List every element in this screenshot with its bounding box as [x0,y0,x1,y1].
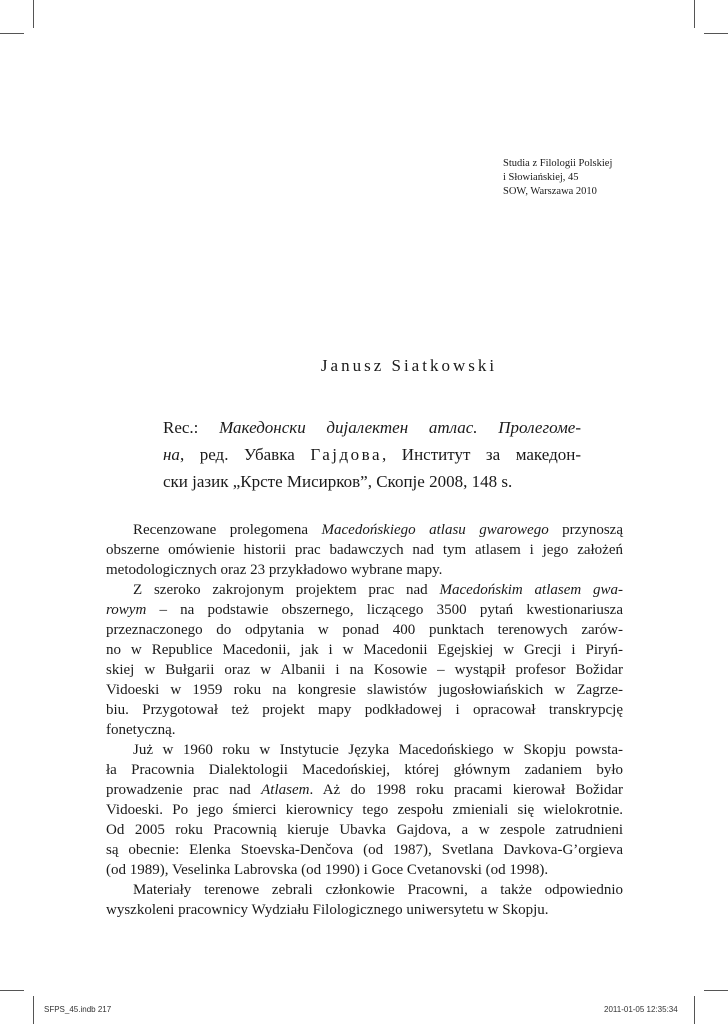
italic-title: Macedońskiego atlasu gwarowego [321,522,549,538]
body-line: obszerne omówienie historii prac badawczych nad tym atlasem i jego założeń [106,542,623,558]
crop-mark-bottom-left [33,996,34,1024]
author-name: Janusz Siatkowski [320,356,498,375]
journal-line: SOW, Warszawa 2010 [503,186,597,197]
book-title: Македонски дијалектен атлас. Пролегоме- [219,418,582,437]
citation-text: , Институт за македон- [381,445,581,464]
crop-mark-bottom-left-h [0,990,24,991]
crop-mark-top-right-h [704,33,728,34]
body-line [106,580,623,600]
journal-info [503,157,612,199]
body-line: metodologicznych oraz 23 przykładowo wybrane mapy. [106,562,443,578]
body-line: są obecnie: Elenka Stoevska-Denčova (od 1987), Svetlana Davkova-G’orgieva [106,842,623,858]
body-line [106,520,623,540]
body-line: skiej w Bułgarii oraz w Albanii i na Kosowie – wystąpił profesor Božidar [106,662,623,678]
italic-title: Atlasem [261,782,310,798]
body-line [106,780,623,800]
body-line: ła Pracownia Dialektologii Macedońskiej, której głównym zadaniem było [106,762,623,778]
crop-mark-bottom-right-h [704,990,728,991]
body-line: Już w 1960 roku w Instytucie Języka Macedońskiego w Skopju powsta- [133,742,623,758]
text: – na podstawie obszernego, liczącego 3500 pytań kwestionariusza [146,602,623,618]
footer-file-info: SFPS_45.indb 217 [44,1005,112,1014]
italic-title: rowym [106,602,147,618]
review-citation [163,414,581,495]
body-line: Vidoeski. Po jego śmierci kierownicy tego zespołu zmieniali się wielokrotnie. [106,802,623,818]
citation-prefix: Rec.: [163,418,220,437]
citation-line [163,441,581,468]
body-line: (od 1989), Veselinka Labrovska (od 1990) i Goce Cvetanovski (od 1998). [106,862,549,878]
crop-mark-top-right [694,0,695,28]
editor-name: Гајдова [310,445,382,464]
citation-text: , ред. Убавка [179,445,311,464]
text: przynoszą [548,522,623,538]
text: Z szeroko zakrojonym projektem prac nad [133,582,440,598]
text: . Aż do 1998 roku pracami kierował Božidar [309,782,623,798]
body-line: Vidoeski w 1959 roku na kongresie slawistów jugosłowiańskich w Zagrze- [106,682,623,698]
text: prowadzenie prac nad [106,782,262,798]
footer-timestamp: 2011-01-05 12:35:34 [604,1005,678,1014]
citation-line [163,414,581,441]
body-line: wyszkoleni pracownicy Wydziału Filologicznego uniwersytetu w Skopju. [106,902,549,918]
italic-title: Macedońskim atlasem gwa- [439,582,623,598]
journal-line: Studia z Filologii Polskiej [503,158,613,169]
body-line: fonetyczną. [106,722,176,738]
text: Recenzowane prolegomena [133,522,322,538]
citation-line: ски јазик „Крсте Мисирков”, Скопје 2008, 148 s. [163,472,513,491]
body-line: Od 2005 roku Pracownią kieruje Ubavka Gajdova, a w zespole zatrudnieni [106,822,623,838]
book-title: на [163,445,180,464]
crop-mark-bottom-right [694,996,695,1024]
body-line: przeznaczonego do odpytania w ponad 400 punktach terenowych zarów- [106,622,623,638]
journal-line: i Słowiańskiej, 45 [503,172,579,183]
body-line [106,600,623,620]
body-text [106,520,623,920]
crop-mark-top-left [33,0,34,28]
body-line: Materiały terenowe zebrali członkowie Pracowni, a także odpowiednio [133,882,623,898]
body-line: biu. Przygotował też projekt mapy podkładowej i opracował transkrypcję [106,702,623,718]
crop-mark-top-left-h [0,33,24,34]
body-line: no w Republice Macedonii, jak i w Macedonii Egejskiej w Grecji i Piryń- [106,642,623,658]
